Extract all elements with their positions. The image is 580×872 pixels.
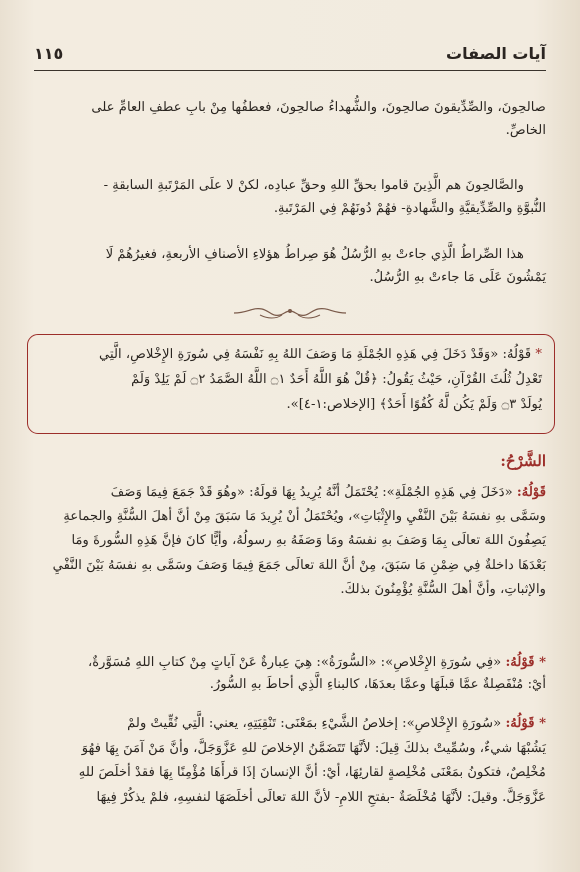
text-line: يَمْشُونَ عَلَى مَا جاءتْ بهِ الرُّسُلُ.: [369, 270, 546, 285]
header-rule: [34, 70, 546, 71]
sharh-paragraph-3: [34, 712, 546, 810]
matn-text: قَوْلُهُ: «وَقَدْ دَخَلَ فِي هَذِهِ الجُمْلَةِ مَا وَصَفَ اللهُ بِهِ نَفْسَهُ فِي سُورَةِ الإِخْلاصِ، الَّتِي: [99, 347, 532, 362]
text-line: يَصِفُونَ اللهَ تعالَى بِمَا وَصَفَ بهِ نفسَهُ ومَا وَصَفَهُ بهِ رسولُهُ، وأيًّا كانَ فإنَّ هَذِهِ السُّورةَ ومَا: [71, 533, 546, 549]
intro-paragraph-2: [34, 174, 546, 220]
sharh-paragraph-1: [34, 481, 546, 602]
text-line: يَشُبْهَا شيءٌ، وسُمِّيتْ بذلكَ قِيلَ: لأنَّهَا تَتَضَمَّنُ الإخلاصَ للهِ عَزَّوَجَلَّ، وأنَّ مَنْ آمَنَ بِهَا فهُوَ: [81, 740, 546, 756]
text-line: أيْ: مُنْفَصِلةٌ عمَّا قبلَهَا وعمَّا بعدَهَا، كالبناءِ الَّذِي أحاطَ بهِ السُّورُ.: [209, 677, 546, 692]
qawl-lead: قَوْلُهُ:: [516, 485, 546, 500]
text-line: عَزَّوَجَلَّ. وقيلَ: لأنَّهَا مُخْلَصَةٌ -بفتحِ اللامِ- لأنَّ اللهَ تعالَى أخلَصَهَا لنفسِهِ، فلمْ يذكُرْ فِيهَا: [96, 789, 546, 805]
page-number: ١١٥: [34, 44, 64, 63]
text-span: «دَخَلَ فِي هَذِهِ الجُمْلَةِ»: يُحْتَمَلُ أنَّهُ يُرِيدُ بِهَا قولَهُ: «وهُوَ قَدْ جَمَعَ فِيمَا وَصَفَ: [110, 485, 513, 500]
text-line: والصَّالحِونَ هم الَّذِينَ قاموا بحقِّ اللهِ وحقِّ عبادِه، لكنْ لا علَى المَرْتَبةِ السابقةِ -: [103, 178, 524, 193]
text-line: والإثباتِ، وأنَّ أهلَ السُّنَّةِ يُؤْمِنُونَ بذلكَ.: [340, 581, 546, 597]
text-line: [34, 481, 546, 505]
matn-box: [27, 334, 555, 434]
text-line: بَعْدَهَا داخلةٌ فِي ضِمْنِ مَا سَبَقَ، مِنْ أنَّ اللهَ تعالَى جَمَعَ فِيمَا وَصَفَ وسَمَّى بهِ نفسَهُ بَيْنَ النَّفْيِ: [52, 557, 546, 573]
sharh-heading: الشَّرْحُ:: [500, 452, 546, 470]
text-span: «فِي سُورَةِ الإِخْلاصِ»: «السُّورَةُ»: هِيَ عِبارةٌ عَنْ آياتٍ مِنْ كتابِ اللهِ مُسَوَّرةٌ،: [87, 655, 502, 670]
qawl-lead: * قَوْلُهُ:: [505, 716, 546, 731]
text-span: «سُورَةِ الإِخْلاصِ»: إخلاصُ الشَّيْءِ بمَعْنَى: تَنْقِيَتِهِ، يعني: الَّتِي نُقِّيتْ ولمْ: [127, 716, 502, 731]
matn-line: يُولَدْ ۝٣ وَلَمْ يَكُن لَّهُ كُفُوًا أَحَدٌ﴾ [الإخلاص:١-٤]».: [286, 397, 542, 412]
star-marker: *: [535, 347, 542, 362]
text-line: وسَمَّى بهِ نفسَهُ بَيْنَ النَّفْيِ والإِثْبَاتِ»، ويُحْتَمَلُ أنْ يُرِيدَ مَا سَبَقَ مِنْ أنَّ أهلَ السُّنَّةِ والجماعةِ: [63, 509, 546, 525]
page-header: [34, 44, 546, 70]
intro-paragraph-3: [34, 243, 546, 289]
sharh-paragraph-2: [34, 652, 546, 696]
section-divider-ornament: [230, 303, 350, 323]
text-line: الخاصِّ.: [505, 123, 546, 138]
matn-line: تَعْدِلُ ثُلُثَ القُرْآنِ، حَيْثُ يَقُولُ: ﴿قُلْ هُوَ اللَّهُ أَحَدٌ ۝١ اللَّهُ الصَّمَدُ ۝٢ لَمْ يَلِدْ وَلَمْ: [131, 372, 542, 387]
text-line: صالحِونَ، والصِّدِّيقونَ صالحِونَ، والشُّهداءُ صالحِونَ، فعطفُها مِنْ بابِ عطفِ العامِّ على: [91, 100, 546, 115]
intro-paragraph-1: [34, 96, 546, 142]
text-line: [34, 652, 546, 674]
text-line: هذا الصِّراطُ الَّذِي جاءتْ بهِ الرُّسُلُ هُوَ صِراطُ هؤلاءِ الأصنافِ الأربعةِ، فغيرُهُمْ لَا: [105, 247, 524, 262]
text-line: مُخْلِصٌ، فتكونُ بمَعْنَى مُخْلِصةٍ لقارئِهَا، أيْ: أنَّ الإنسانَ إذَا قرأَهَا مُؤْمِنًا بِهَا فقدْ أخلَصَ للهِ: [78, 765, 546, 780]
running-title: آيات الصفات: [445, 44, 546, 63]
qawl-lead: * قَوْلُهُ:: [505, 655, 546, 670]
text-line: [34, 712, 546, 737]
matn-line: [38, 342, 542, 367]
text-line: النُّبوَّةِ والصِّدِّيقيَّةِ والشَّهادةِ- فهُمْ دُونَهُمْ فِي المَرْتَبةِ.: [273, 201, 546, 216]
